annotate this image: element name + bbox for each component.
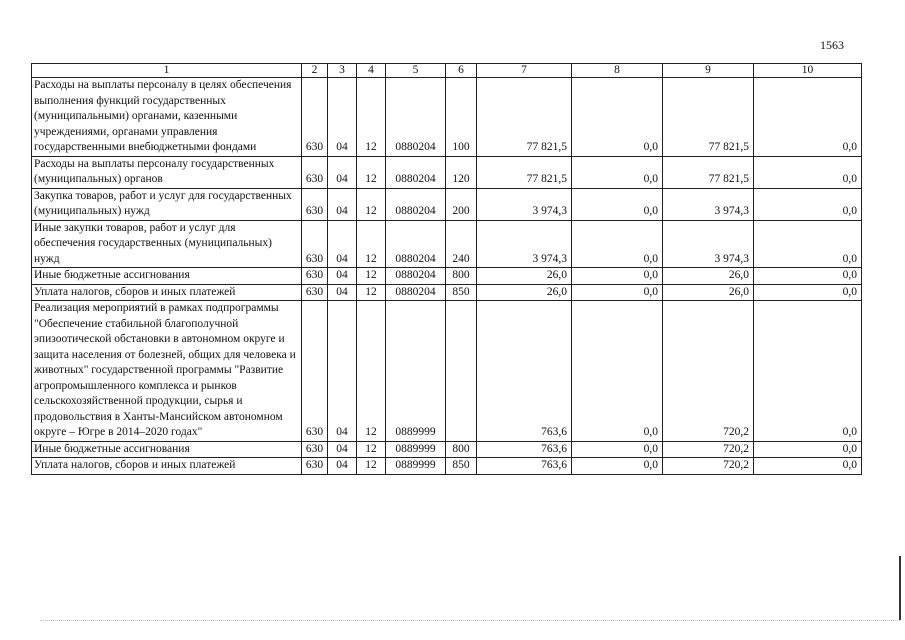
cell-amount: 0,0 xyxy=(754,156,862,188)
table-row xyxy=(32,458,862,475)
cell-type: 100 xyxy=(446,78,477,157)
column-header: 4 xyxy=(357,64,386,78)
cell-amount: 0,0 xyxy=(754,220,862,268)
cell-amount: 26,0 xyxy=(477,284,572,301)
cell-amount: 26,0 xyxy=(477,268,572,285)
row-name: Закупка товаров, работ и услуг для государственных (муниципальных) нужд xyxy=(32,188,302,220)
cell-section: 04 xyxy=(328,301,357,442)
table-row xyxy=(32,156,862,188)
cell-amount: 763,6 xyxy=(477,441,572,458)
cell-amount: 0,0 xyxy=(572,284,663,301)
row-name: Уплата налогов, сборов и иных платежей xyxy=(32,284,302,301)
row-name: Реализация мероприятий в рамках подпрограммы "Обеспечение стабильной благополучной эпизоотической обстановки в автономном округе и защита населения от болезней, общих для человека и животных" государственной программы "Развитие агропромышленного комплекса и рынков сельскохозяйственной продукции, сырья и продовольствия в Ханты-Мансийском автономном округе – Югре в 2014–2020 годах" xyxy=(32,301,302,442)
cell-amount: 720,2 xyxy=(663,458,754,475)
cell-type: 120 xyxy=(446,156,477,188)
row-name: Иные бюджетные ассигнования xyxy=(32,268,302,285)
row-name: Иные бюджетные ассигнования xyxy=(32,441,302,458)
cell-code: 630 xyxy=(302,284,328,301)
cell-amount: 763,6 xyxy=(477,301,572,442)
cell-section: 04 xyxy=(328,458,357,475)
column-header: 2 xyxy=(302,64,328,78)
cell-code: 630 xyxy=(302,458,328,475)
cell-subsection: 12 xyxy=(357,441,386,458)
cell-amount: 3 974,3 xyxy=(477,220,572,268)
cell-type: 800 xyxy=(446,441,477,458)
cell-amount: 720,2 xyxy=(663,301,754,442)
cell-amount: 77 821,5 xyxy=(663,156,754,188)
cell-amount: 720,2 xyxy=(663,441,754,458)
cell-code: 630 xyxy=(302,220,328,268)
cell-type: 850 xyxy=(446,284,477,301)
cell-amount: 0,0 xyxy=(754,284,862,301)
cell-target: 0880204 xyxy=(386,78,446,157)
cell-amount: 0,0 xyxy=(754,458,862,475)
cell-amount: 763,6 xyxy=(477,458,572,475)
scan-edge-line xyxy=(899,556,901,620)
cell-section: 04 xyxy=(328,220,357,268)
column-header: 3 xyxy=(328,64,357,78)
cell-subsection: 12 xyxy=(357,78,386,157)
cell-target: 0880204 xyxy=(386,284,446,301)
row-name: Иные закупки товаров, работ и услуг для обеспечения государственных (муниципальных) нужд xyxy=(32,220,302,268)
cell-subsection: 12 xyxy=(357,301,386,442)
row-name: Уплата налогов, сборов и иных платежей xyxy=(32,458,302,475)
cell-subsection: 12 xyxy=(357,220,386,268)
cell-target: 0880204 xyxy=(386,268,446,285)
cell-code: 630 xyxy=(302,188,328,220)
cell-amount: 0,0 xyxy=(572,188,663,220)
cell-amount: 3 974,3 xyxy=(477,188,572,220)
cell-amount: 0,0 xyxy=(572,220,663,268)
table-row xyxy=(32,78,862,157)
cell-amount: 0,0 xyxy=(572,441,663,458)
table-row xyxy=(32,188,862,220)
cell-amount: 0,0 xyxy=(572,301,663,442)
cell-amount: 0,0 xyxy=(754,78,862,157)
cell-amount: 26,0 xyxy=(663,284,754,301)
column-header: 1 xyxy=(32,64,302,78)
cell-amount: 0,0 xyxy=(572,458,663,475)
cell-target: 0889999 xyxy=(386,458,446,475)
cell-code: 630 xyxy=(302,441,328,458)
cell-code: 630 xyxy=(302,268,328,285)
header-row xyxy=(32,64,862,78)
cell-amount: 77 821,5 xyxy=(477,78,572,157)
page-number: 1563 xyxy=(820,38,844,52)
cell-subsection: 12 xyxy=(357,284,386,301)
cell-amount: 3 974,3 xyxy=(663,188,754,220)
cell-target: 0880204 xyxy=(386,156,446,188)
cell-target: 0889999 xyxy=(386,441,446,458)
row-name: Расходы на выплаты персоналу государственных (муниципальных) органов xyxy=(32,156,302,188)
cell-type: 850 xyxy=(446,458,477,475)
cell-subsection: 12 xyxy=(357,268,386,285)
column-header: 7 xyxy=(477,64,572,78)
cell-subsection: 12 xyxy=(357,458,386,475)
table-row xyxy=(32,220,862,268)
cell-code: 630 xyxy=(302,156,328,188)
cell-type: 200 xyxy=(446,188,477,220)
cell-section: 04 xyxy=(328,78,357,157)
budget-table xyxy=(31,63,862,475)
cell-code: 630 xyxy=(302,301,328,442)
column-header: 6 xyxy=(446,64,477,78)
cell-type: 240 xyxy=(446,220,477,268)
table-row xyxy=(32,441,862,458)
cell-amount: 3 974,3 xyxy=(663,220,754,268)
cell-code: 630 xyxy=(302,78,328,157)
cell-amount: 26,0 xyxy=(663,268,754,285)
cell-subsection: 12 xyxy=(357,188,386,220)
cell-section: 04 xyxy=(328,284,357,301)
column-header: 9 xyxy=(663,64,754,78)
cell-amount: 77 821,5 xyxy=(663,78,754,157)
cell-amount: 0,0 xyxy=(754,268,862,285)
cell-amount: 0,0 xyxy=(572,156,663,188)
scan-artifact-line xyxy=(40,620,900,621)
cell-amount: 0,0 xyxy=(754,441,862,458)
table-row xyxy=(32,284,862,301)
cell-target: 0880204 xyxy=(386,188,446,220)
cell-section: 04 xyxy=(328,156,357,188)
row-name: Расходы на выплаты персоналу в целях обеспечения выполнения функций государственных (муниципальными) органами, казенными учреждениями, органами управления государственными внебюджетными фондами xyxy=(32,78,302,157)
table-row xyxy=(32,268,862,285)
column-header: 8 xyxy=(572,64,663,78)
column-header: 10 xyxy=(754,64,862,78)
cell-type xyxy=(446,301,477,442)
cell-target: 0889999 xyxy=(386,301,446,442)
table-row xyxy=(32,301,862,442)
cell-section: 04 xyxy=(328,188,357,220)
cell-amount: 77 821,5 xyxy=(477,156,572,188)
cell-amount: 0,0 xyxy=(572,78,663,157)
cell-amount: 0,0 xyxy=(754,188,862,220)
cell-section: 04 xyxy=(328,268,357,285)
cell-amount: 0,0 xyxy=(754,301,862,442)
column-header: 5 xyxy=(386,64,446,78)
cell-section: 04 xyxy=(328,441,357,458)
cell-type: 800 xyxy=(446,268,477,285)
cell-subsection: 12 xyxy=(357,156,386,188)
cell-amount: 0,0 xyxy=(572,268,663,285)
cell-target: 0880204 xyxy=(386,220,446,268)
